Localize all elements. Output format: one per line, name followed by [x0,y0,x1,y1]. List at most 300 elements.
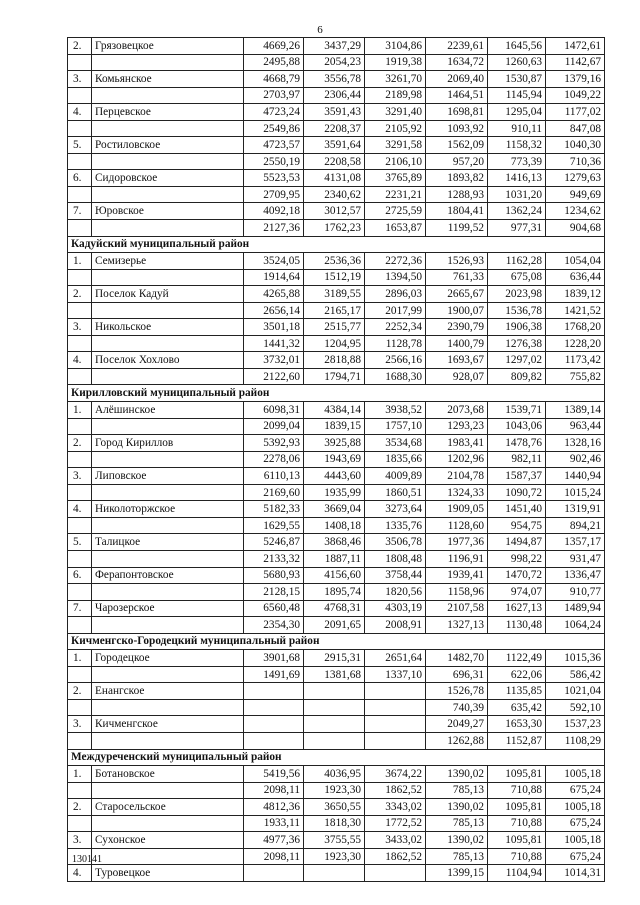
value-cell [365,865,426,882]
value-cell: 3291,40 [365,104,426,121]
value-cell: 963,44 [546,418,605,435]
value-cell: 586,42 [546,666,605,683]
value-cell: 1337,10 [365,666,426,683]
settlement-name [92,54,244,71]
value-cell: 1279,63 [546,170,605,187]
value-cell: 3433,02 [365,832,426,849]
value-cell: 1839,12 [546,286,605,303]
value-cell: 2122,60 [244,368,304,385]
value-cell: 2091,65 [304,617,365,634]
value-cell: 755,82 [546,368,605,385]
value-cell: 2169,60 [244,484,304,501]
value-cell: 675,24 [546,782,605,799]
row-number: 1. [68,253,92,270]
row-number [68,584,92,601]
value-cell: 2272,36 [365,253,426,270]
value-cell: 2709,95 [244,186,304,203]
value-cell: 1526,93 [426,253,488,270]
value-cell: 1421,52 [546,302,605,319]
value-cell: 974,07 [488,584,546,601]
settlement-name [92,335,244,352]
value-cell: 1394,50 [365,269,426,286]
value-cell: 1489,94 [546,600,605,617]
value-cell: 4669,26 [244,38,304,55]
value-cell: 1914,64 [244,269,304,286]
value-cell: 4036,95 [304,766,365,783]
settlement-name [92,584,244,601]
value-cell: 635,42 [488,699,546,716]
value-cell: 1135,85 [488,683,546,700]
settlement-name: Перцевское [92,104,244,121]
table-row [68,716,605,733]
value-cell: 1336,47 [546,567,605,584]
value-cell: 1757,10 [365,418,426,435]
value-cell: 4156,60 [304,567,365,584]
value-cell: 1939,41 [426,567,488,584]
value-cell: 710,88 [488,815,546,832]
value-cell: 1362,24 [488,203,546,220]
value-cell: 2818,88 [304,352,365,369]
value-cell: 1762,23 [304,220,365,237]
value-cell: 6098,31 [244,402,304,419]
table-row-continuation [68,451,605,468]
table-row [68,799,605,816]
value-cell [304,865,365,882]
section-row [68,236,605,253]
table-row-continuation [68,418,605,435]
row-number: 3. [68,832,92,849]
value-cell: 4668,79 [244,71,304,88]
value-cell: 785,13 [426,815,488,832]
value-cell: 1562,09 [426,137,488,154]
table-row-continuation [68,732,605,749]
table-row-continuation [68,584,605,601]
value-cell: 3273,64 [365,501,426,518]
value-cell: 3732,01 [244,352,304,369]
value-cell: 2208,37 [304,120,365,137]
table-row [68,38,605,55]
value-cell: 1653,87 [365,220,426,237]
value-cell [244,683,304,700]
value-cell: 1909,05 [426,501,488,518]
value-cell: 4092,18 [244,203,304,220]
value-cell: 1862,52 [365,848,426,865]
value-cell: 1177,02 [546,104,605,121]
value-cell: 1234,62 [546,203,605,220]
table-row-continuation [68,120,605,137]
value-cell: 1698,81 [426,104,488,121]
table-row [68,501,605,518]
value-cell: 2354,30 [244,617,304,634]
value-cell: 2073,68 [426,402,488,419]
value-cell: 1900,07 [426,302,488,319]
value-cell: 910,77 [546,584,605,601]
value-cell [365,699,426,716]
value-cell: 2133,32 [244,550,304,567]
table-row-continuation [68,269,605,286]
table-row [68,468,605,485]
value-cell: 2340,62 [304,186,365,203]
value-cell: 4384,14 [304,402,365,419]
value-cell: 1152,87 [488,732,546,749]
value-cell: 1977,36 [426,534,488,551]
value-cell: 3261,70 [365,71,426,88]
value-cell: 1983,41 [426,435,488,452]
table-row [68,865,605,882]
value-cell: 675,24 [546,848,605,865]
value-cell: 910,11 [488,120,546,137]
value-cell: 1095,81 [488,799,546,816]
value-cell: 3291,58 [365,137,426,154]
settlement-name [92,368,244,385]
row-number: 1. [68,766,92,783]
value-cell: 2239,61 [426,38,488,55]
value-cell: 3765,89 [365,170,426,187]
value-cell: 675,24 [546,815,605,832]
settlement-name [92,418,244,435]
settlement-name: Николоторжское [92,501,244,518]
value-cell: 1893,82 [426,170,488,187]
value-cell: 4303,19 [365,600,426,617]
value-cell: 1295,04 [488,104,546,121]
value-cell: 2049,27 [426,716,488,733]
value-cell: 2208,58 [304,153,365,170]
value-cell: 2725,59 [365,203,426,220]
value-cell: 1441,32 [244,335,304,352]
value-cell: 2656,14 [244,302,304,319]
row-number: 1. [68,402,92,419]
value-cell: 5246,87 [244,534,304,551]
value-cell: 1005,18 [546,766,605,783]
table-row [68,352,605,369]
value-cell: 4723,24 [244,104,304,121]
table-row-continuation [68,153,605,170]
value-cell: 1381,68 [304,666,365,683]
table-row-continuation [68,699,605,716]
row-number: 1. [68,650,92,667]
settlement-name [92,666,244,683]
row-number [68,220,92,237]
value-cell: 1440,94 [546,468,605,485]
table-row-continuation [68,87,605,104]
value-cell: 904,68 [546,220,605,237]
table-row [68,402,605,419]
row-number: 7. [68,203,92,220]
row-number: 2. [68,683,92,700]
value-cell [244,865,304,882]
value-cell: 1887,11 [304,550,365,567]
settlement-name: Городецкое [92,650,244,667]
value-cell [304,683,365,700]
table-row-continuation [68,220,605,237]
value-cell: 2665,67 [426,286,488,303]
row-number: 6. [68,170,92,187]
value-cell: 2105,92 [365,120,426,137]
row-number: 4. [68,865,92,882]
row-number [68,302,92,319]
value-cell: 773,39 [488,153,546,170]
value-cell: 2550,19 [244,153,304,170]
value-cell: 1772,52 [365,815,426,832]
value-cell: 1158,32 [488,137,546,154]
value-cell: 3755,55 [304,832,365,849]
settlement-name: Комьянское [92,71,244,88]
value-cell: 2278,06 [244,451,304,468]
value-cell: 3925,88 [304,435,365,452]
value-cell: 1379,16 [546,71,605,88]
value-cell: 1645,56 [488,38,546,55]
value-cell: 1297,02 [488,352,546,369]
table-row [68,435,605,452]
value-cell: 1472,61 [546,38,605,55]
value-cell: 2054,23 [304,54,365,71]
value-cell: 1693,67 [426,352,488,369]
table-row [68,766,605,783]
value-cell: 3758,44 [365,567,426,584]
value-cell: 1199,52 [426,220,488,237]
value-cell: 622,06 [488,666,546,683]
value-cell: 1276,38 [488,335,546,352]
settlement-name [92,550,244,567]
settlement-name [92,815,244,832]
settlement-name [92,87,244,104]
value-cell: 3591,64 [304,137,365,154]
value-cell: 1390,02 [426,799,488,816]
document-code: 130141 [72,854,102,865]
table-row-continuation [68,666,605,683]
value-cell [244,732,304,749]
value-cell: 1064,24 [546,617,605,634]
table-row [68,203,605,220]
value-cell: 1629,55 [244,517,304,534]
value-cell: 1390,02 [426,766,488,783]
section-title: Междуреченский муниципальный район [68,749,605,766]
settlement-name: Семизерье [92,253,244,270]
value-cell: 2023,98 [488,286,546,303]
value-cell: 1104,94 [488,865,546,882]
row-number: 3. [68,71,92,88]
value-cell: 1933,11 [244,815,304,832]
value-cell: 4723,57 [244,137,304,154]
row-number: 4. [68,352,92,369]
value-cell: 761,33 [426,269,488,286]
section-row [68,385,605,402]
row-number [68,186,92,203]
settlement-name [92,220,244,237]
value-cell: 5182,33 [244,501,304,518]
value-cell: 1526,78 [426,683,488,700]
section-title: Кичменгско-Городецкий муниципальный район [68,633,605,650]
value-cell: 2099,04 [244,418,304,435]
row-number [68,666,92,683]
settlement-name: Талицкое [92,534,244,551]
page-number: 6 [317,24,323,36]
value-cell: 928,07 [426,368,488,385]
value-cell: 3650,55 [304,799,365,816]
value-cell: 740,39 [426,699,488,716]
value-cell: 2896,03 [365,286,426,303]
row-number: 4. [68,501,92,518]
value-cell: 1895,74 [304,584,365,601]
value-cell: 6110,13 [244,468,304,485]
value-cell: 2128,15 [244,584,304,601]
value-cell: 1095,81 [488,832,546,849]
value-cell [244,716,304,733]
table-row-continuation [68,617,605,634]
value-cell: 1005,18 [546,799,605,816]
row-number [68,368,92,385]
row-number: 5. [68,534,92,551]
value-cell: 2231,21 [365,186,426,203]
value-cell: 675,08 [488,269,546,286]
value-cell: 902,46 [546,451,605,468]
settlement-name [92,517,244,534]
settlement-name [92,269,244,286]
row-number: 2. [68,799,92,816]
tariff-table [67,37,605,882]
value-cell: 1202,96 [426,451,488,468]
settlement-name [92,186,244,203]
value-cell: 1416,13 [488,170,546,187]
value-cell: 1919,38 [365,54,426,71]
value-cell: 3674,22 [365,766,426,783]
value-cell: 5523,53 [244,170,304,187]
value-cell: 1324,33 [426,484,488,501]
value-cell: 1688,30 [365,368,426,385]
settlement-name: Липовское [92,468,244,485]
table-row [68,683,605,700]
value-cell: 636,44 [546,269,605,286]
settlement-name [92,302,244,319]
table-row [68,104,605,121]
value-cell: 1400,79 [426,335,488,352]
section-row [68,749,605,766]
value-cell: 1293,23 [426,418,488,435]
value-cell: 1015,36 [546,650,605,667]
row-number [68,87,92,104]
value-cell: 785,13 [426,782,488,799]
value-cell: 1935,99 [304,484,365,501]
value-cell: 1357,17 [546,534,605,551]
row-number: 3. [68,319,92,336]
row-number [68,451,92,468]
value-cell: 1043,06 [488,418,546,435]
value-cell: 1634,72 [426,54,488,71]
value-cell: 2306,44 [304,87,365,104]
value-cell: 3669,04 [304,501,365,518]
value-cell: 1262,88 [426,732,488,749]
value-cell: 3524,05 [244,253,304,270]
value-cell: 998,22 [488,550,546,567]
settlement-name: Город Кириллов [92,435,244,452]
value-cell: 3591,43 [304,104,365,121]
value-cell [304,716,365,733]
value-cell: 1093,92 [426,120,488,137]
value-cell: 2549,86 [244,120,304,137]
value-cell: 3868,46 [304,534,365,551]
value-cell: 977,31 [488,220,546,237]
value-cell: 1451,40 [488,501,546,518]
row-number [68,54,92,71]
row-number [68,153,92,170]
table-row-continuation [68,368,605,385]
table-row-continuation [68,335,605,352]
value-cell: 1328,16 [546,435,605,452]
row-number: 4. [68,104,92,121]
value-cell: 3437,29 [304,38,365,55]
row-number: 2. [68,38,92,55]
row-number [68,617,92,634]
table-row [68,534,605,551]
settlement-name: Чарозерское [92,600,244,617]
value-cell: 1108,29 [546,732,605,749]
value-cell: 1173,42 [546,352,605,369]
value-cell: 1768,20 [546,319,605,336]
settlement-name: Юровское [92,203,244,220]
value-cell: 5680,93 [244,567,304,584]
value-cell [365,716,426,733]
value-cell: 2107,58 [426,600,488,617]
settlement-name [92,732,244,749]
value-cell: 3938,52 [365,402,426,419]
settlement-name: Поселок Хохлово [92,352,244,369]
value-cell: 1536,78 [488,302,546,319]
settlement-name: Сухонское [92,832,244,849]
row-number [68,484,92,501]
row-number [68,335,92,352]
value-cell: 1794,71 [304,368,365,385]
value-cell: 1288,93 [426,186,488,203]
value-cell: 1128,78 [365,335,426,352]
value-cell: 2008,91 [365,617,426,634]
value-cell: 2017,99 [365,302,426,319]
value-cell: 2515,77 [304,319,365,336]
value-cell: 1128,60 [426,517,488,534]
settlement-name: Грязовецкое [92,38,244,55]
value-cell: 894,21 [546,517,605,534]
value-cell: 2127,36 [244,220,304,237]
value-cell: 1031,20 [488,186,546,203]
settlement-name: Сидоровское [92,170,244,187]
value-cell: 1537,23 [546,716,605,733]
value-cell: 1260,63 [488,54,546,71]
settlement-name: Туровецкое [92,865,244,882]
value-cell: 1399,15 [426,865,488,882]
value-cell: 1005,18 [546,832,605,849]
value-cell: 4977,36 [244,832,304,849]
value-cell: 3556,78 [304,71,365,88]
value-cell [244,699,304,716]
table-row-continuation [68,54,605,71]
value-cell: 1196,91 [426,550,488,567]
value-cell: 1627,13 [488,600,546,617]
value-cell: 957,20 [426,153,488,170]
value-cell: 1587,37 [488,468,546,485]
value-cell: 1162,28 [488,253,546,270]
value-cell: 3012,57 [304,203,365,220]
value-cell: 1923,30 [304,848,365,865]
settlement-name [92,120,244,137]
value-cell: 1470,72 [488,567,546,584]
value-cell: 3189,55 [304,286,365,303]
table-row-continuation [68,815,605,832]
value-cell: 696,31 [426,666,488,683]
settlement-name: Ботановское [92,766,244,783]
value-cell: 3501,18 [244,319,304,336]
row-number: 3. [68,468,92,485]
value-cell: 1835,66 [365,451,426,468]
value-cell: 1014,31 [546,865,605,882]
